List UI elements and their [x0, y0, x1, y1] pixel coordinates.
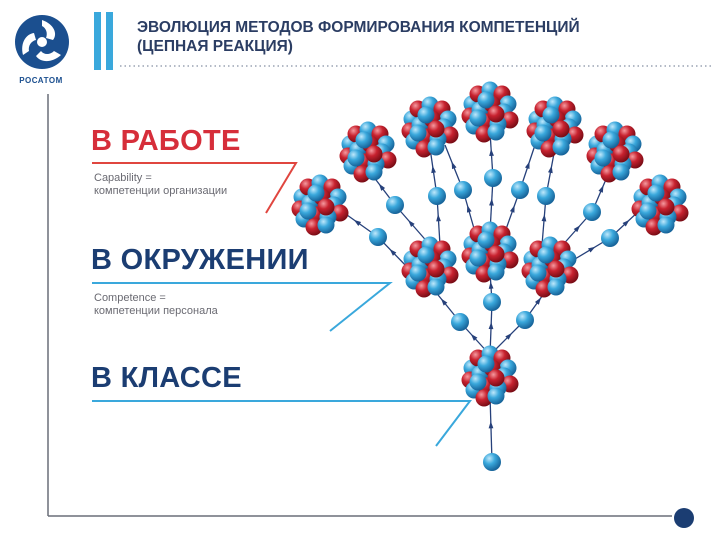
neutron-ball	[356, 132, 373, 149]
neutron-ball	[418, 247, 435, 264]
neutron-ball	[530, 265, 547, 282]
note-work-line1: Capability =	[94, 172, 152, 184]
level-label-env: В ОКРУЖЕНИИ	[91, 244, 309, 276]
neutron-ball	[535, 125, 552, 142]
arrow-head	[354, 220, 361, 226]
arrow-head	[588, 247, 595, 253]
neutron-ball	[613, 164, 630, 181]
free-neutron	[451, 313, 469, 331]
neutron-ball	[300, 203, 317, 220]
arrow-head	[535, 297, 541, 304]
arrow-head	[489, 421, 494, 428]
free-neutron	[511, 181, 529, 199]
neutron-ball	[658, 217, 675, 234]
arrow-head	[489, 198, 494, 205]
free-neutron	[484, 169, 502, 187]
reaction-arrow	[490, 395, 492, 462]
neutron-ball	[640, 203, 657, 220]
neutron-ball	[428, 139, 445, 156]
arrow-head	[467, 205, 472, 213]
neutron-ball	[410, 125, 427, 142]
neutron-ball	[553, 139, 570, 156]
free-neutron	[601, 229, 619, 247]
neutron-ball	[418, 107, 435, 124]
proton-ball	[488, 370, 505, 387]
nucleus	[462, 222, 519, 283]
free-neutron	[386, 196, 404, 214]
neutron-ball	[470, 110, 487, 127]
proton-ball	[488, 106, 505, 123]
page-title: ЭВОЛЮЦИЯ МЕТОДОВ ФОРМИРОВАНИЯ КОМПЕТЕНЦИЙ	[137, 19, 580, 36]
neutron-ball	[488, 388, 505, 405]
arrow-head	[598, 185, 603, 193]
neutron-ball	[478, 356, 495, 373]
nucleus	[402, 97, 459, 158]
neutron-ball	[318, 217, 335, 234]
free-neutron	[583, 203, 601, 221]
proton-ball	[613, 146, 630, 163]
proton-ball	[318, 199, 335, 216]
neutron-ball	[470, 374, 487, 391]
note-env-line1: Competence =	[94, 292, 166, 304]
level-label-work: В РАБОТЕ	[91, 125, 241, 157]
neutron-ball	[538, 247, 555, 264]
arrow-head	[489, 322, 494, 329]
note-env-line2: компетенции персонала	[94, 305, 218, 317]
nucleus	[462, 346, 519, 407]
arrow-head	[436, 214, 441, 221]
neutron-ball	[410, 265, 427, 282]
arrow-head	[525, 161, 530, 169]
neutron-ball	[548, 279, 565, 296]
free-neutron	[537, 187, 555, 205]
nucleus	[462, 82, 519, 143]
free-neutron	[483, 293, 501, 311]
proton-ball	[366, 146, 383, 163]
level-label-class: В КЛАССЕ	[91, 362, 242, 394]
logo-text: РОСАТОМ	[19, 76, 63, 85]
nucleus	[527, 97, 584, 158]
free-neutron	[516, 311, 534, 329]
neutron-ball	[478, 92, 495, 109]
neutron-ball	[603, 132, 620, 149]
nucleus	[402, 237, 459, 298]
free-neutron	[369, 228, 387, 246]
neutron-ball	[488, 124, 505, 141]
neutron-ball	[595, 150, 612, 167]
neutron-ball	[543, 107, 560, 124]
nucleus	[340, 122, 397, 183]
neutron-ball	[348, 150, 365, 167]
nucleus	[522, 237, 579, 298]
neutron-ball	[478, 232, 495, 249]
neutron-ball	[470, 250, 487, 267]
proton-ball	[428, 261, 445, 278]
neutron-ball	[428, 279, 445, 296]
nucleus	[587, 122, 644, 183]
nucleus	[632, 175, 689, 236]
neutron-ball	[648, 185, 665, 202]
free-neutron	[483, 453, 501, 471]
neutron-ball	[488, 264, 505, 281]
proton-ball	[553, 121, 570, 138]
nucleus	[292, 175, 349, 236]
arrow-head	[510, 205, 515, 213]
proton-ball	[658, 199, 675, 216]
page-subtitle: (ЦЕПНАЯ РЕАКЦИЯ)	[137, 38, 293, 55]
proton-ball	[428, 121, 445, 138]
note-work-line2: компетенции организации	[94, 185, 228, 197]
proton-ball	[488, 246, 505, 263]
arrow-head	[452, 162, 457, 170]
neutron-ball	[308, 185, 325, 202]
neutron-ball	[366, 164, 383, 181]
free-neutron	[454, 181, 472, 199]
arrow-head	[431, 166, 436, 173]
proton-ball	[548, 261, 565, 278]
free-neutron	[428, 187, 446, 205]
